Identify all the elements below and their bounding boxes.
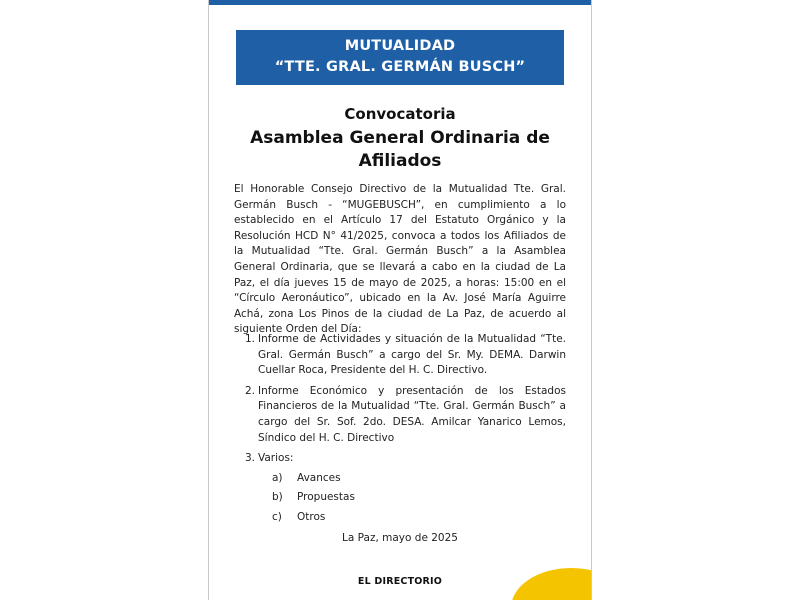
intro-paragraph: El Honorable Consejo Directivo de la Mutualidad Tte. Gral. Germán Busch - “MUGEBUSCH”, en cumplimiento a lo establecido en el Artículo 17 del Estatuto Orgánico y la Resolución HCD N° 41/2025, convoca a todos los Afiliados de la Mutualidad “Tte. Gral. Germán Busch” a la Asamblea General Ordinaria, que se llevará a cabo en la ciudad de La Paz, el día jueves 15 de mayo de 2025, a horas: 15:00 en el “Círculo Aeronáutico”, ubicado en la Av. José María Aguirre Achá, zona Los Pinos de la ciudad de La Paz, de acuerdo al siguiente Orden del Día: <box>234 183 566 336</box>
agenda-item <box>245 451 566 529</box>
agenda-item-text: Informe Económico y presentación de los Estados Financieros de la Mutualidad “Tte. Gral. Germán Busch” a cargo del Sr. Sof. 2do. DESA. Amilcar Yanarico Lemos, Síndico del H. C. Directivo <box>258 384 566 444</box>
header-banner <box>236 30 564 85</box>
subitem-text: Otros <box>297 510 326 523</box>
agenda-subitem <box>258 471 566 491</box>
heading <box>209 104 591 173</box>
agenda-item <box>245 332 566 379</box>
agenda-item <box>245 384 566 446</box>
subitem-text: Propuestas <box>297 491 355 504</box>
place-and-date: La Paz, mayo de 2025 <box>342 532 458 544</box>
agenda-item-number: 1. <box>245 333 256 345</box>
header-line-2: “TTE. GRAL. GERMÁN BUSCH” <box>274 59 526 75</box>
agenda-subitem <box>258 490 566 510</box>
heading-title-line-1: Asamblea General Ordinaria de <box>250 128 550 148</box>
subitem-letter: a) <box>272 471 283 484</box>
heading-subtitle: Convocatoria <box>344 105 456 123</box>
agenda-subitem <box>258 510 566 530</box>
agenda-subitems <box>258 471 566 530</box>
agenda-item-text: Informe de Actividades y situación de la Mutualidad “Tte. Gral. Germán Busch” a cargo del Sr. My. DEMA. Darwin Cuellar Roca, Presidente del H. C. Directivo. <box>258 333 566 377</box>
agenda-item-number: 2. <box>245 384 256 397</box>
subitem-letter: b) <box>272 491 283 504</box>
agenda-list <box>245 332 566 534</box>
heading-title-line-2: Afiliados <box>358 151 442 171</box>
agenda-item-number: 3. <box>245 452 256 465</box>
agenda-item-text: Varios: <box>258 452 294 465</box>
subitem-letter: c) <box>272 510 282 523</box>
signature: EL DIRECTORIO <box>357 576 443 587</box>
header-line-1: MUTUALIDAD <box>344 38 456 54</box>
yellow-corner-decoration <box>511 568 592 600</box>
notice-document <box>208 0 592 600</box>
top-blue-rule <box>209 0 591 5</box>
subitem-text: Avances <box>297 471 341 484</box>
